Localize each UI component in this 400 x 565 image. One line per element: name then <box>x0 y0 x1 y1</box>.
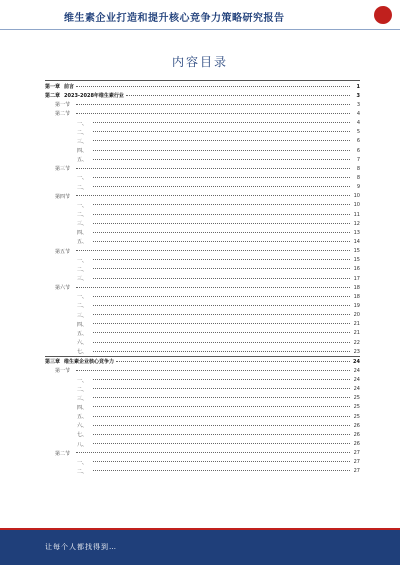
toc-leader-dots <box>76 85 350 87</box>
toc-entry-page: 26 <box>353 422 360 429</box>
toc-entry-number: 一、 <box>77 120 88 127</box>
toc-entry-number: 三、 <box>77 138 88 145</box>
toc-entry[interactable] <box>45 320 360 329</box>
toc-leader-dots <box>93 313 350 315</box>
toc-entry-page: 25 <box>353 413 360 420</box>
toc-entry-number: 一、 <box>77 294 88 301</box>
toc-entry[interactable] <box>45 311 360 320</box>
toc-entry-page: 14 <box>353 238 360 245</box>
page-footer <box>0 530 400 565</box>
toc-entry-page: 8 <box>356 165 360 172</box>
toc-entry-number: 四、 <box>77 148 88 155</box>
toc-leader-dots <box>93 222 350 224</box>
toc-entry[interactable] <box>45 394 360 403</box>
toc-entry-number: 三、 <box>77 395 88 402</box>
toc-entry-number: 第二节 <box>55 450 71 457</box>
toc-leader-dots <box>76 194 350 196</box>
toc-leader-dots <box>93 240 350 242</box>
toc-entry-number: 一、 <box>77 202 88 209</box>
toc-leader-dots <box>93 203 350 205</box>
toc-leader-dots <box>93 185 350 187</box>
toc-entry-page: 25 <box>353 395 360 402</box>
toc-entry[interactable] <box>45 237 360 246</box>
toc-entry-number: 五、 <box>77 157 88 164</box>
toc-entry-number: 五、 <box>77 414 88 421</box>
toc-leader-dots <box>93 213 350 215</box>
toc-entry-number: 第一节 <box>55 368 71 375</box>
toc-entry-page: 21 <box>353 330 360 337</box>
toc-entry[interactable] <box>45 100 360 109</box>
toc-entry[interactable] <box>45 403 360 412</box>
toc-entry-page: 24 <box>353 358 360 365</box>
toc-entry[interactable] <box>45 119 360 128</box>
toc-entry-page: 22 <box>353 339 360 346</box>
toc-entry-page: 6 <box>356 138 360 145</box>
toc-leader-dots <box>76 451 350 453</box>
toc-entry-page: 15 <box>353 257 360 264</box>
toc-leader-dots <box>93 460 350 462</box>
toc-entry[interactable] <box>45 192 360 201</box>
toc-leader-dots <box>93 378 350 380</box>
toc-entry-number: 五、 <box>77 239 88 246</box>
toc-entry-page: 10 <box>353 193 360 200</box>
toc-leader-dots <box>93 341 350 343</box>
toc-entry-number: 二、 <box>77 266 88 273</box>
toc-entry-number: 二、 <box>77 303 88 310</box>
toc-entry-number: 四、 <box>77 404 88 411</box>
toc-entry-number: 第四节 <box>55 193 71 200</box>
toc-entry-page: 4 <box>356 120 360 127</box>
toc-leader-dots <box>76 167 350 169</box>
toc-entry-page: 19 <box>353 302 360 309</box>
toc-leader-dots <box>93 322 350 324</box>
toc-leader-dots <box>93 149 350 151</box>
toc-entry[interactable] <box>45 274 360 283</box>
toc-leader-dots <box>93 176 350 178</box>
toc-leader-dots <box>93 405 350 407</box>
toc-entry-number: 四、 <box>77 230 88 237</box>
toc-entry[interactable] <box>45 430 360 439</box>
toc-leader-dots <box>93 295 350 297</box>
toc-entry-number: 一、 <box>77 175 88 182</box>
toc-entry-number: 第五节 <box>55 248 71 255</box>
toc-leader-dots <box>93 130 350 132</box>
toc-entry-page: 27 <box>353 459 360 466</box>
brand-logo-icon <box>374 6 392 24</box>
toc-entry-label: 2023-2028年维生素行业 <box>64 93 124 100</box>
toc-leader-dots <box>93 424 350 426</box>
toc-entry[interactable] <box>45 439 360 448</box>
toc-entry-page: 11 <box>353 211 360 218</box>
toc-entry-page: 17 <box>353 275 360 282</box>
toc-entry[interactable] <box>45 449 360 458</box>
toc-entry[interactable] <box>45 201 360 210</box>
toc-entry-page: 15 <box>353 248 360 255</box>
toc-entry-page: 6 <box>356 147 360 154</box>
toc-entry-number: 三、 <box>77 276 88 283</box>
toc-entry-page: 27 <box>353 468 360 475</box>
toc-leader-dots <box>93 433 350 435</box>
toc-entry-number: 第一章 <box>45 84 61 91</box>
toc-entry-number: 第一节 <box>55 102 71 109</box>
toc-entry-page: 3 <box>356 92 360 99</box>
toc-entry-page: 7 <box>356 156 360 163</box>
toc-entry-number: 二、 <box>77 212 88 219</box>
toc-leader-dots <box>76 103 350 105</box>
toc-entry-number: 四、 <box>77 321 88 328</box>
toc-entry-page: 18 <box>353 284 360 291</box>
toc-entry[interactable] <box>45 155 360 164</box>
toc-entry-number: 第二节 <box>55 111 71 118</box>
toc-leader-dots <box>93 396 350 398</box>
toc-entry-page: 13 <box>353 229 360 236</box>
toc-entry-number: 六、 <box>77 340 88 346</box>
toc-entry-number: 二、 <box>77 129 88 136</box>
toc-entry[interactable] <box>45 247 360 256</box>
toc-entry[interactable] <box>45 183 360 192</box>
footer-slogan: 让每个人都找得到… <box>45 543 117 551</box>
toc-leader-dots <box>76 369 350 371</box>
toc-top-divider <box>45 80 360 81</box>
toc-entry[interactable] <box>45 329 360 338</box>
toc-entry-page: 9 <box>356 184 360 191</box>
toc-leader-dots <box>76 286 350 288</box>
toc-entry-number: 七、 <box>77 349 88 356</box>
toc-leader-dots <box>93 231 350 233</box>
toc-entry-number: 二、 <box>77 468 88 475</box>
toc-leader-dots <box>93 277 350 279</box>
toc-entry-page: 8 <box>356 174 360 181</box>
toc-entry-page: 20 <box>353 312 360 319</box>
toc-entry-number: 一、 <box>77 257 88 264</box>
toc-entry-number: 第六节 <box>55 285 71 292</box>
toc-entry-number: 六、 <box>77 423 88 430</box>
toc-entry[interactable] <box>45 292 360 301</box>
toc-entry-page: 23 <box>353 348 360 355</box>
page-header <box>0 0 400 30</box>
toc-entry[interactable] <box>45 146 360 155</box>
toc-entry[interactable] <box>45 421 360 430</box>
toc-entry-page: 21 <box>353 321 360 328</box>
toc-entry-number: 一、 <box>77 377 88 384</box>
toc-entry-number: 第二章 <box>45 93 61 100</box>
report-title: 维生素企业打造和提升核心竞争力策略研究报告 <box>64 13 285 24</box>
toc-leader-dots <box>93 469 350 471</box>
toc-entry-page: 3 <box>356 101 360 108</box>
toc-leader-dots <box>116 360 350 362</box>
toc-entry-number: 二、 <box>77 184 88 191</box>
toc-entry-label: 前言 <box>64 84 75 91</box>
toc-entry[interactable] <box>45 467 360 476</box>
toc-entry[interactable] <box>45 458 360 467</box>
toc-entry[interactable] <box>45 283 360 292</box>
toc-entry-number: 五、 <box>77 330 88 337</box>
toc-entry-number: 八、 <box>77 441 88 448</box>
toc-entry-number: 一、 <box>77 459 88 466</box>
toc-entry[interactable] <box>45 412 360 421</box>
toc-entry-page: 26 <box>353 441 360 448</box>
toc-entry-page: 25 <box>353 404 360 411</box>
toc-leader-dots <box>93 139 350 141</box>
toc-entry[interactable] <box>45 228 360 237</box>
toc-entry[interactable] <box>45 256 360 265</box>
toc-entry-page: 24 <box>353 367 360 374</box>
toc-entry[interactable] <box>45 385 360 394</box>
toc-entry[interactable] <box>45 91 360 100</box>
toc-entry-page: 24 <box>353 377 360 384</box>
toc-entry[interactable] <box>45 82 360 91</box>
toc-leader-dots <box>93 415 350 417</box>
table-of-contents <box>45 82 360 476</box>
toc-leader-dots <box>93 158 350 160</box>
toc-entry[interactable] <box>45 210 360 219</box>
toc-entry[interactable] <box>45 219 360 228</box>
toc-entry[interactable] <box>45 137 360 146</box>
toc-entry[interactable] <box>45 356 360 366</box>
toc-entry-number: 第三章 <box>45 359 61 366</box>
toc-entry[interactable] <box>45 128 360 137</box>
toc-leader-dots <box>93 121 350 123</box>
toc-entry[interactable] <box>45 366 360 375</box>
toc-entry-number: 七、 <box>77 432 88 439</box>
toc-entry-page: 24 <box>353 386 360 393</box>
toc-entry-page: 16 <box>353 266 360 273</box>
toc-entry[interactable] <box>45 109 360 118</box>
toc-leader-dots <box>93 267 350 269</box>
toc-entry-number: 第三节 <box>55 166 71 173</box>
toc-leader-dots <box>93 304 350 306</box>
toc-leader-dots <box>76 249 350 251</box>
toc-entry-number: 二、 <box>77 386 88 393</box>
toc-entry[interactable] <box>45 347 360 356</box>
toc-entry[interactable] <box>45 301 360 310</box>
toc-leader-dots <box>93 387 350 389</box>
toc-entry-page: 18 <box>353 293 360 300</box>
toc-entry-page: 27 <box>353 450 360 457</box>
toc-leader-dots <box>93 442 350 444</box>
toc-leader-dots <box>76 112 350 114</box>
toc-entry-number: 三、 <box>77 221 88 228</box>
toc-entry-page: 1 <box>356 83 360 90</box>
toc-entry-page: 5 <box>356 129 360 136</box>
toc-entry-page: 26 <box>353 431 360 438</box>
toc-entry[interactable] <box>45 338 360 347</box>
toc-entry[interactable] <box>45 164 360 173</box>
toc-leader-dots <box>93 331 350 333</box>
toc-entry[interactable] <box>45 376 360 385</box>
toc-entry-number: 三、 <box>77 312 88 319</box>
toc-leader-dots <box>93 350 350 352</box>
toc-entry-page: 10 <box>353 202 360 209</box>
toc-heading: 内容目录 <box>171 55 228 69</box>
toc-entry[interactable] <box>45 173 360 182</box>
toc-entry-label: 维生素企业核心竞争力 <box>64 359 115 366</box>
toc-leader-dots <box>126 94 350 96</box>
toc-entry-page: 12 <box>353 220 360 227</box>
toc-entry[interactable] <box>45 265 360 274</box>
toc-entry-page: 4 <box>356 110 360 117</box>
toc-leader-dots <box>93 258 350 260</box>
